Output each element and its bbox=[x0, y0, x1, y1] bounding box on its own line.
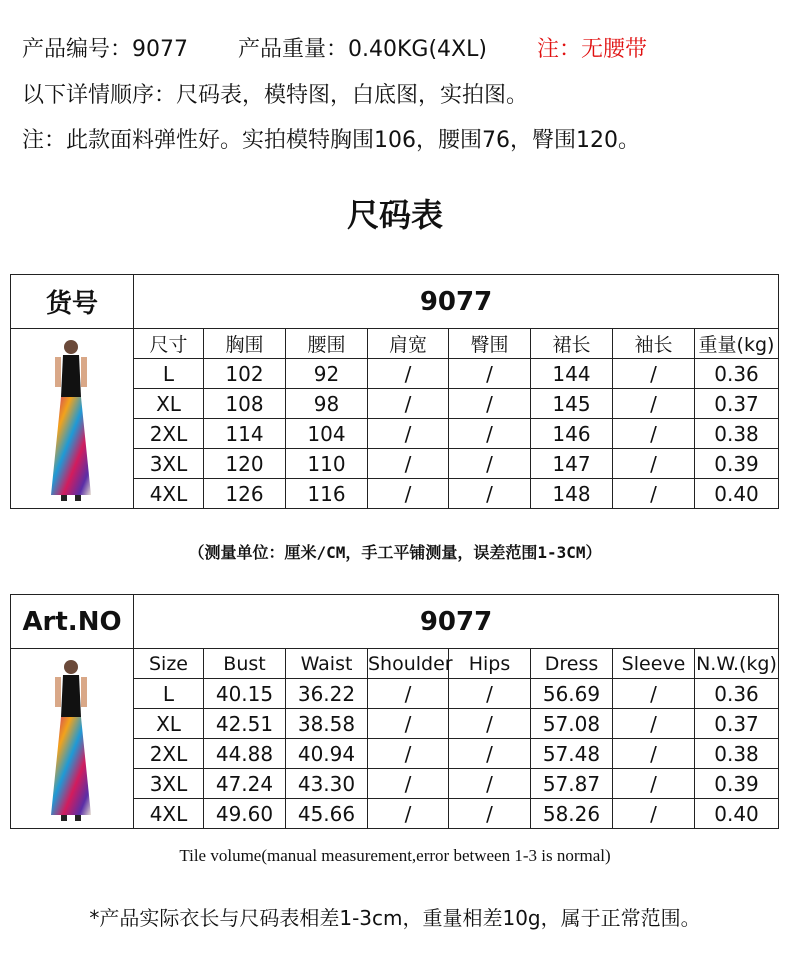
table-cell: 2XL bbox=[134, 739, 204, 769]
model-photo bbox=[11, 329, 134, 509]
table-cell: / bbox=[613, 419, 695, 449]
table-cell: / bbox=[449, 449, 531, 479]
model-photo bbox=[11, 649, 134, 829]
table-cell: 3XL bbox=[134, 769, 204, 799]
table-cell: 145 bbox=[531, 389, 613, 419]
table-cell: / bbox=[368, 799, 449, 829]
model-dress-image bbox=[41, 337, 101, 502]
table-cell: L bbox=[134, 359, 204, 389]
table-cell: / bbox=[368, 679, 449, 709]
table-cell: 102 bbox=[204, 359, 286, 389]
column-header: Hips bbox=[449, 649, 531, 679]
table-cell: / bbox=[613, 449, 695, 479]
fabric-note-line: 注：此款面料弹性好。实拍模特胸围106，腰围76，臀围120。 bbox=[22, 128, 640, 153]
column-header: 腰围 bbox=[286, 329, 368, 359]
table-cell: 40.15 bbox=[204, 679, 286, 709]
table-cell: 44.88 bbox=[204, 739, 286, 769]
table-cell: / bbox=[613, 799, 695, 829]
table-cell: 47.24 bbox=[204, 769, 286, 799]
table-cell: 147 bbox=[531, 449, 613, 479]
table-cell: 56.69 bbox=[531, 679, 613, 709]
table-cell: 126 bbox=[204, 479, 286, 509]
table-cell: 116 bbox=[286, 479, 368, 509]
table-cell: / bbox=[449, 389, 531, 419]
table-cell: / bbox=[613, 769, 695, 799]
table-cell: 92 bbox=[286, 359, 368, 389]
size-chart-title: 尺码表 bbox=[346, 196, 443, 234]
table-cell: 57.87 bbox=[531, 769, 613, 799]
measurement-note-cn: （测量单位：厘米/CM，手工平铺测量，误差范围1-3CM） bbox=[188, 543, 602, 562]
table-cell: / bbox=[613, 479, 695, 509]
table-cell: XL bbox=[134, 709, 204, 739]
table-cell: 0.37 bbox=[695, 389, 779, 419]
table-cell: 104 bbox=[286, 419, 368, 449]
column-header: Size bbox=[134, 649, 204, 679]
table-cell: 0.40 bbox=[695, 799, 779, 829]
column-header: Waist bbox=[286, 649, 368, 679]
table-cell: 57.48 bbox=[531, 739, 613, 769]
column-header: 胸围 bbox=[204, 329, 286, 359]
column-header: 尺寸 bbox=[134, 329, 204, 359]
table-cell: / bbox=[613, 739, 695, 769]
column-header: Dress bbox=[531, 649, 613, 679]
table-cell: / bbox=[368, 419, 449, 449]
table-cell: 43.30 bbox=[286, 769, 368, 799]
table-cell: 36.22 bbox=[286, 679, 368, 709]
table-cell: 0.37 bbox=[695, 709, 779, 739]
column-header: Sleeve bbox=[613, 649, 695, 679]
size-table-cn bbox=[10, 274, 779, 509]
table-cell: / bbox=[613, 709, 695, 739]
model-dress-image bbox=[41, 657, 101, 822]
table-cell: / bbox=[613, 679, 695, 709]
table-cell: / bbox=[449, 479, 531, 509]
table-cell: 0.39 bbox=[695, 769, 779, 799]
column-header: Bust bbox=[204, 649, 286, 679]
table-cell: XL bbox=[134, 389, 204, 419]
table-cell: 40.94 bbox=[286, 739, 368, 769]
column-header: N.W.(kg) bbox=[695, 649, 779, 679]
table-cell: 110 bbox=[286, 449, 368, 479]
table-cell: 0.40 bbox=[695, 479, 779, 509]
table-cell: / bbox=[368, 389, 449, 419]
table-cell: 120 bbox=[204, 449, 286, 479]
table-cell: / bbox=[613, 359, 695, 389]
table-cell: 57.08 bbox=[531, 709, 613, 739]
table-cell: 58.26 bbox=[531, 799, 613, 829]
detail-order-line: 以下详情顺序：尺码表，模特图，白底图，实拍图。 bbox=[22, 83, 529, 108]
table-cell: 148 bbox=[531, 479, 613, 509]
table-cell: / bbox=[613, 389, 695, 419]
table-cell: 4XL bbox=[134, 479, 204, 509]
art-no-label: 货号 bbox=[11, 275, 134, 329]
table-cell: / bbox=[449, 679, 531, 709]
table-cell: / bbox=[449, 359, 531, 389]
table-cell: / bbox=[449, 419, 531, 449]
table-cell: / bbox=[449, 709, 531, 739]
table-cell: / bbox=[368, 709, 449, 739]
table-cell: 0.36 bbox=[695, 679, 779, 709]
art-no-label: Art.NO bbox=[11, 595, 134, 649]
table-cell: 146 bbox=[531, 419, 613, 449]
table-cell: 38.58 bbox=[286, 709, 368, 739]
table-cell: 114 bbox=[204, 419, 286, 449]
tolerance-footnote: *产品实际衣长与尺码表相差1-3cm，重量相差10g，属于正常范围。 bbox=[89, 906, 701, 930]
table-cell: 42.51 bbox=[204, 709, 286, 739]
table-cell: / bbox=[449, 769, 531, 799]
column-header: 裙长 bbox=[531, 329, 613, 359]
table-cell: L bbox=[134, 679, 204, 709]
table-cell: 0.38 bbox=[695, 739, 779, 769]
column-header: Shoulder bbox=[368, 649, 449, 679]
table-cell: / bbox=[368, 739, 449, 769]
table-cell: 0.38 bbox=[695, 419, 779, 449]
table-cell: 98 bbox=[286, 389, 368, 419]
product-weight: 产品重量：0.40KG(4XL) bbox=[238, 37, 487, 62]
table-cell: 144 bbox=[531, 359, 613, 389]
product-code: 产品编号：9077 bbox=[22, 37, 188, 62]
table-cell: / bbox=[368, 449, 449, 479]
table-cell: / bbox=[368, 769, 449, 799]
table-cell: / bbox=[449, 799, 531, 829]
table-cell: 2XL bbox=[134, 419, 204, 449]
column-header: 重量(kg) bbox=[695, 329, 779, 359]
table-cell: 4XL bbox=[134, 799, 204, 829]
table-cell: / bbox=[368, 479, 449, 509]
size-table-en bbox=[10, 594, 779, 829]
column-header: 臀围 bbox=[449, 329, 531, 359]
table-cell: 49.60 bbox=[204, 799, 286, 829]
column-header: 袖长 bbox=[613, 329, 695, 359]
table-cell: 45.66 bbox=[286, 799, 368, 829]
art-no-value: 9077 bbox=[134, 595, 779, 649]
table-cell: 3XL bbox=[134, 449, 204, 479]
product-code-line bbox=[22, 32, 647, 63]
art-no-value: 9077 bbox=[134, 275, 779, 329]
column-header: 肩宽 bbox=[368, 329, 449, 359]
table-cell: 0.39 bbox=[695, 449, 779, 479]
measurement-note-en: Tile volume(manual measurement,error between 1-3 is normal) bbox=[179, 846, 611, 865]
table-cell: 0.36 bbox=[695, 359, 779, 389]
table-cell: / bbox=[449, 739, 531, 769]
table-cell: 108 bbox=[204, 389, 286, 419]
no-belt-note: 注：无腰带 bbox=[536, 37, 647, 62]
table-cell: / bbox=[368, 359, 449, 389]
